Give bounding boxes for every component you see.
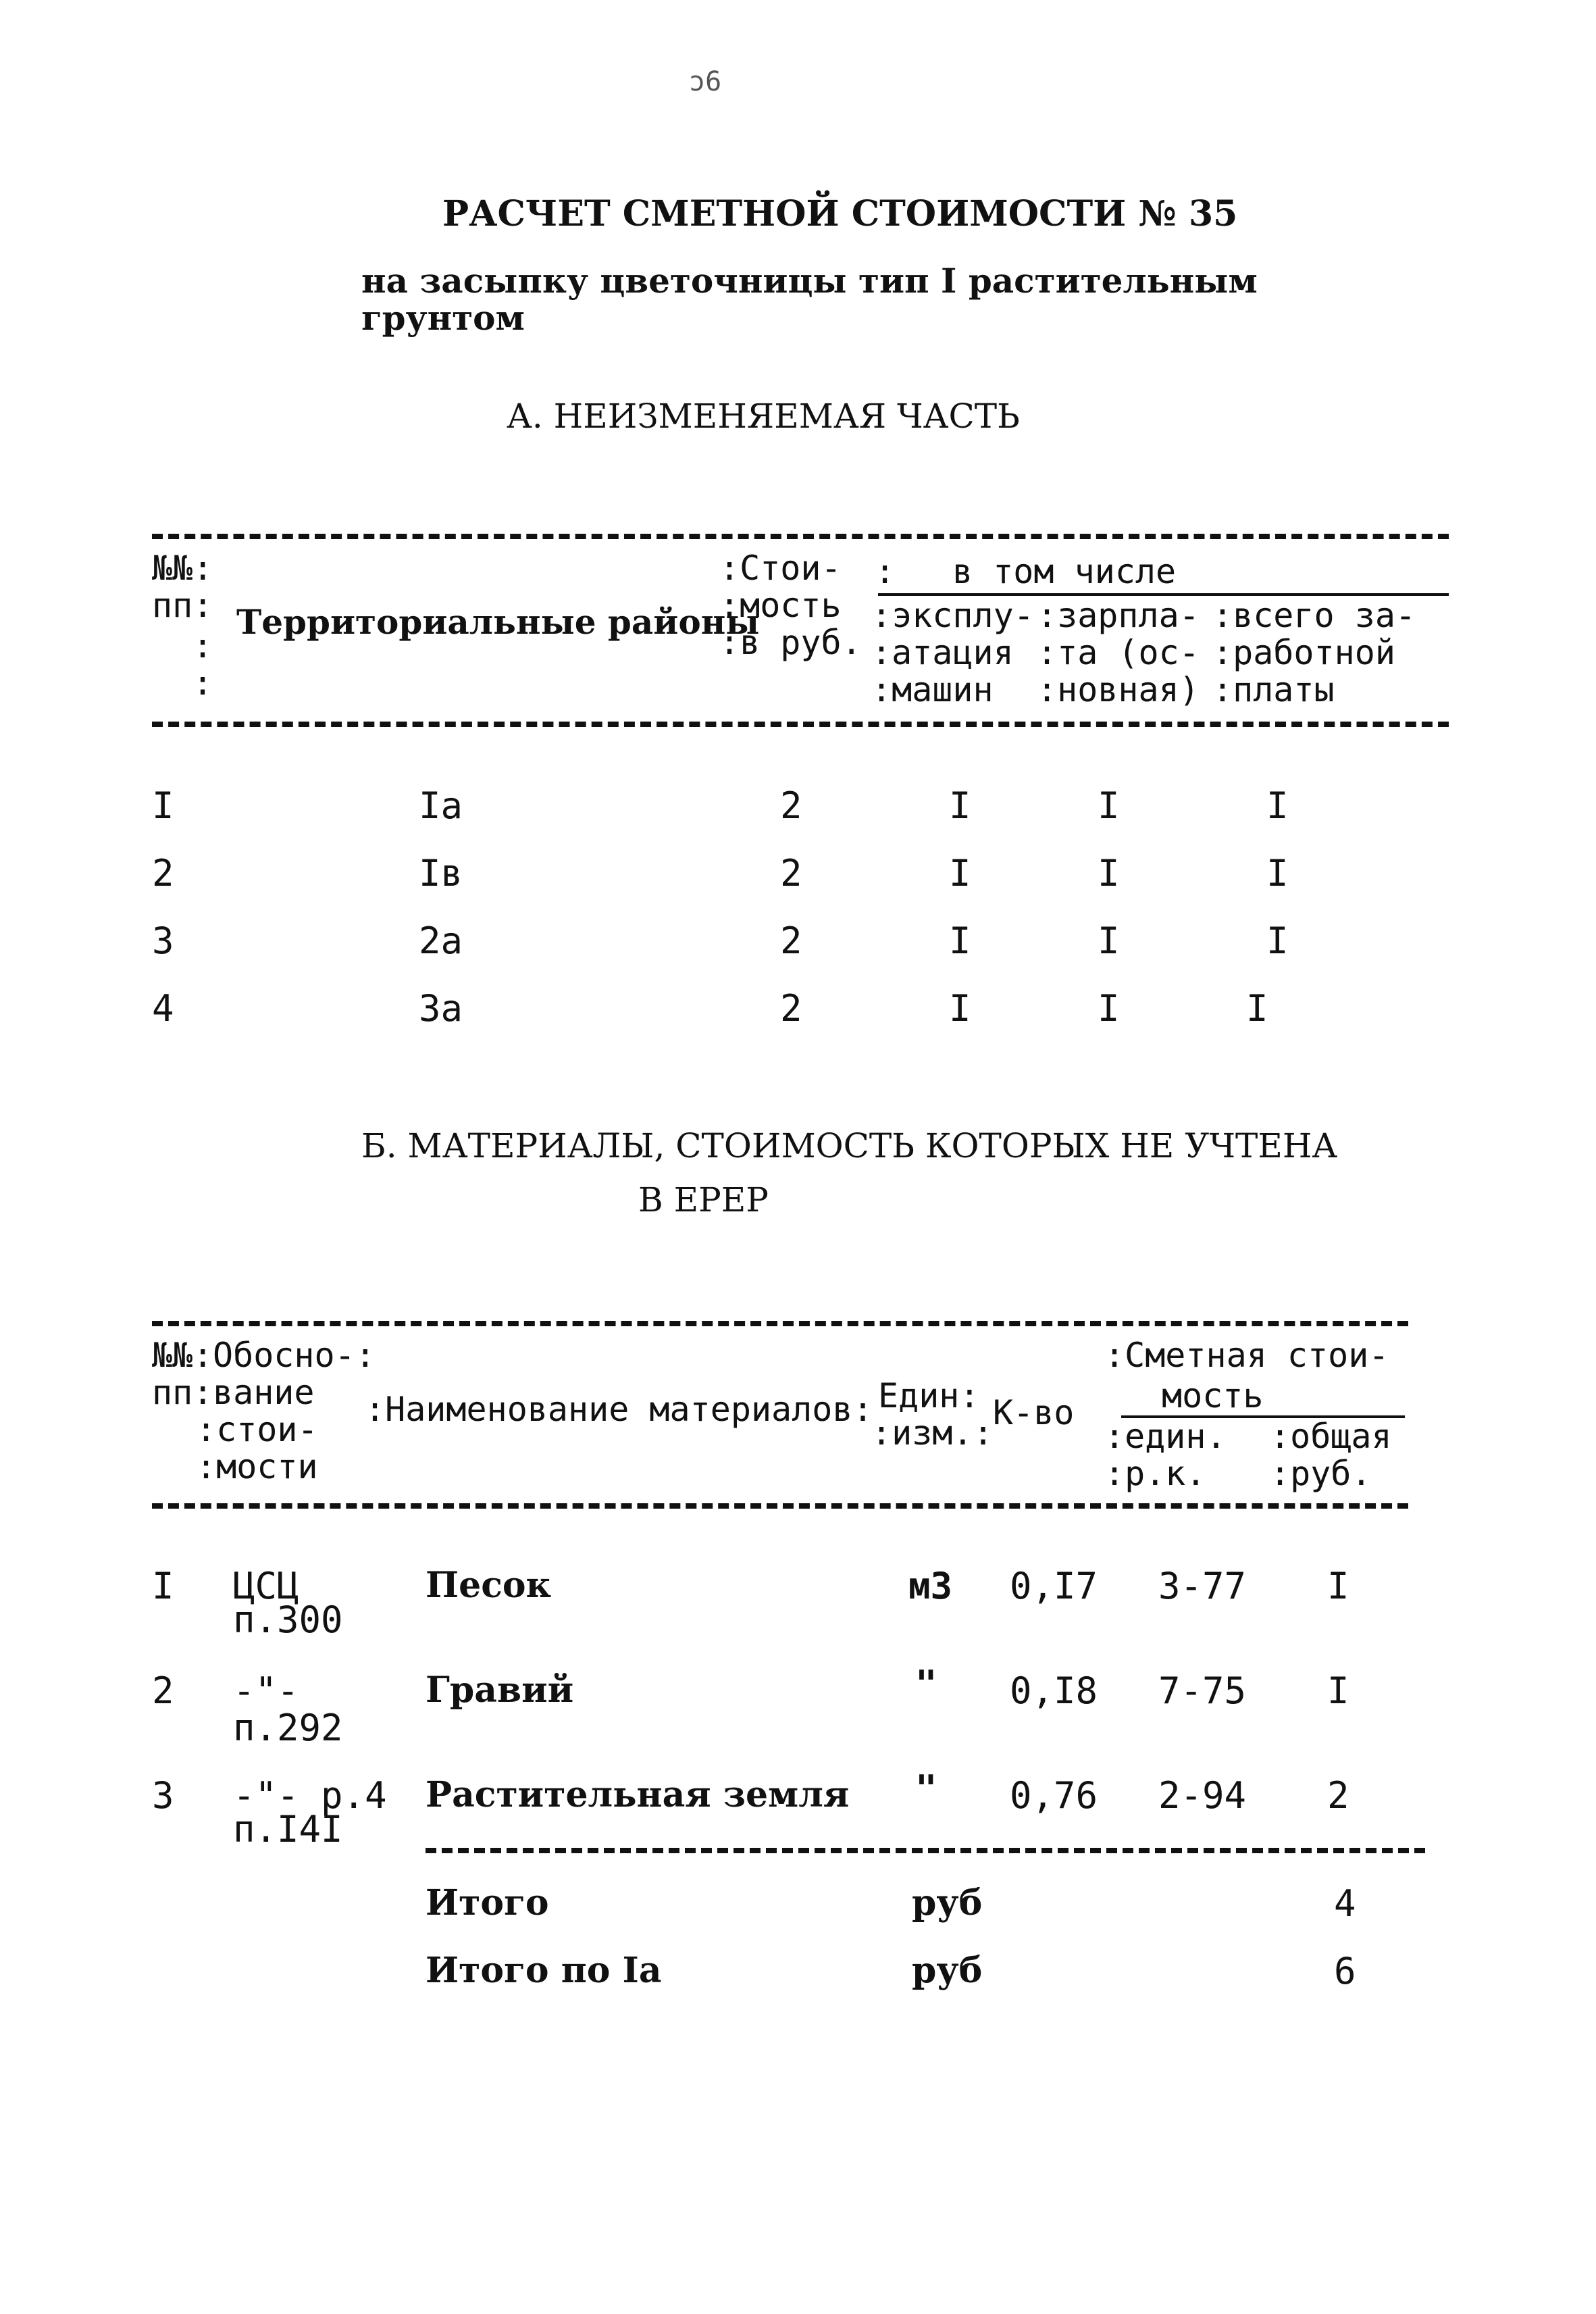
row-qty: 0,76 — [1010, 1774, 1098, 1817]
row-cost: 2 — [780, 784, 802, 827]
table-a-header-wage-2: :та (ос- — [1037, 633, 1200, 672]
total-value: 6 — [1334, 1950, 1356, 1992]
row-ops: I — [949, 784, 971, 827]
row-wage: I — [1098, 852, 1120, 895]
row-unit-price: 2-94 — [1158, 1774, 1247, 1817]
row-wage: I — [1098, 920, 1120, 962]
table-a-header-cost-3: :в руб. — [719, 623, 862, 662]
table-a-header-total-3: :платы — [1212, 670, 1335, 709]
table-b-header-total-cost-1: :общая — [1270, 1417, 1392, 1456]
table-a-header-colon: : — [192, 663, 213, 703]
section-b-heading-line1: Б. МАТЕРИАЛЫ, СТОИМОСТЬ КОТОРЫХ НЕ УЧТЕНА — [361, 1126, 1338, 1165]
row-ops: I — [949, 852, 971, 895]
table-b-header-basis-1: Обосно-: — [213, 1336, 376, 1375]
table-b-header-total-cost-2: :руб. — [1270, 1454, 1372, 1493]
table-a-header-cost-2: :мость — [719, 586, 842, 625]
row-cost: 2 — [780, 852, 802, 895]
row-number: 2 — [152, 1669, 174, 1712]
row-qty: 0,I8 — [1010, 1669, 1098, 1712]
row-qty: 0,I7 — [1010, 1565, 1098, 1607]
row-total-cost: I — [1327, 1669, 1349, 1712]
row-region: 2а — [419, 920, 463, 962]
table-b-header-unit-cost-1: :един. — [1104, 1417, 1227, 1456]
row-total-cost: 2 — [1327, 1774, 1349, 1817]
section-b-heading-line2: В ЕРЕР — [638, 1180, 769, 1219]
table-a-header-wage-1: :зарпла- — [1037, 596, 1200, 635]
table-b-totals-rule — [426, 1848, 1425, 1853]
row-number: 3 — [152, 1774, 174, 1817]
table-b-header-unit-2: :изм.: — [871, 1413, 994, 1453]
row-material: Песок — [426, 1565, 552, 1606]
table-a-header-num-2: пп: — [152, 586, 213, 625]
table-b-header-qty: К-во — [993, 1393, 1075, 1432]
row-material: Растительная земля — [426, 1774, 850, 1815]
table-a-top-rule — [152, 534, 1449, 539]
table-a-header-region: Территориальные районы — [236, 602, 760, 642]
row-ops: I — [949, 987, 971, 1030]
table-b-header-basis-2: вание — [213, 1373, 315, 1412]
table-a-header-colon: : — [192, 626, 213, 665]
row-ops: I — [949, 920, 971, 962]
row-basis: -"- — [233, 1669, 299, 1712]
row-basis-ref: п.300 — [233, 1599, 343, 1641]
row-basis-ref: п.292 — [233, 1707, 343, 1749]
row-number: 4 — [152, 987, 174, 1030]
row-wage: I — [1098, 987, 1120, 1030]
table-a-header-incl: в том числе — [952, 552, 1177, 591]
table-b-header-basis-3: :стои- — [196, 1410, 318, 1449]
table-b-header-estimate: :Сметная стои- — [1104, 1336, 1389, 1375]
table-a-header-num-1: №№: — [152, 549, 213, 588]
row-total: I — [1266, 784, 1289, 827]
total-label: Итого по Iа — [426, 1950, 662, 1991]
row-unit-price: 7-75 — [1158, 1669, 1247, 1712]
document-subtitle-line2: грунтом — [361, 298, 525, 338]
table-b-header-name: :Наименование материалов: — [365, 1390, 873, 1429]
table-a-header-cost-1: :Стои- — [719, 549, 842, 588]
table-a-header-colon: : — [875, 552, 896, 591]
row-wage: I — [1098, 784, 1120, 827]
row-number: I — [152, 1565, 174, 1607]
page-number: ɔ6 — [689, 66, 722, 97]
table-b-header-unit-1: Един: — [878, 1376, 980, 1415]
row-material: Гравий — [426, 1669, 574, 1711]
document-subtitle-line1: на засыпку цветочницы тип I растительным — [361, 261, 1258, 301]
row-number: 3 — [152, 920, 174, 962]
table-b-header-num-1: №№: — [152, 1336, 213, 1375]
table-b-header-basis-4: :мости — [196, 1447, 318, 1486]
row-number: 2 — [152, 852, 174, 895]
table-a-header-total-1: :всего за- — [1212, 596, 1416, 635]
row-cost: 2 — [780, 987, 802, 1030]
table-a-header-rule — [152, 722, 1449, 727]
row-total: I — [1246, 987, 1268, 1030]
table-a-header-total-2: :работной — [1212, 633, 1395, 672]
table-a-header-ops-2: :атация — [871, 633, 1014, 672]
document-title: РАСЧЕТ СМЕТНОЙ СТОИМОСТИ № 35 — [442, 193, 1238, 234]
table-b-header-estimate-2: мость — [1162, 1376, 1264, 1415]
row-unit: " — [915, 1767, 937, 1810]
row-region: 3а — [419, 987, 463, 1030]
table-b-header-rule — [152, 1503, 1408, 1509]
row-number: I — [152, 784, 174, 827]
row-total: I — [1266, 920, 1289, 962]
row-basis-ref: п.I4I — [233, 1808, 343, 1851]
row-cost: 2 — [780, 920, 802, 962]
row-region: Iв — [419, 852, 463, 895]
row-basis: -"- р.4 — [233, 1774, 387, 1817]
row-region: Iа — [419, 784, 463, 827]
total-unit: руб — [912, 1882, 983, 1923]
section-a-heading: А. НЕИЗМЕНЯЕМАЯ ЧАСТЬ — [507, 397, 1020, 436]
row-total-cost: I — [1327, 1565, 1349, 1607]
total-value: 4 — [1334, 1882, 1356, 1925]
table-a-header-wage-3: :новная) — [1037, 670, 1200, 709]
row-unit: м3 — [908, 1565, 953, 1607]
table-b-header-unit-cost-2: :р.к. — [1104, 1454, 1206, 1493]
table-a-header-ops-3: :машин — [871, 670, 994, 709]
row-basis: ЦСЦ — [233, 1565, 299, 1607]
table-a-header-ops-1: :эксплу- — [871, 596, 1034, 635]
total-unit: руб — [912, 1950, 983, 1991]
total-label: Итого — [426, 1882, 549, 1923]
table-b-header-num-2: пп: — [152, 1373, 213, 1412]
table-b-top-rule — [152, 1321, 1408, 1326]
row-unit-price: 3-77 — [1158, 1565, 1247, 1607]
row-unit: " — [915, 1663, 937, 1705]
row-total: I — [1266, 852, 1289, 895]
